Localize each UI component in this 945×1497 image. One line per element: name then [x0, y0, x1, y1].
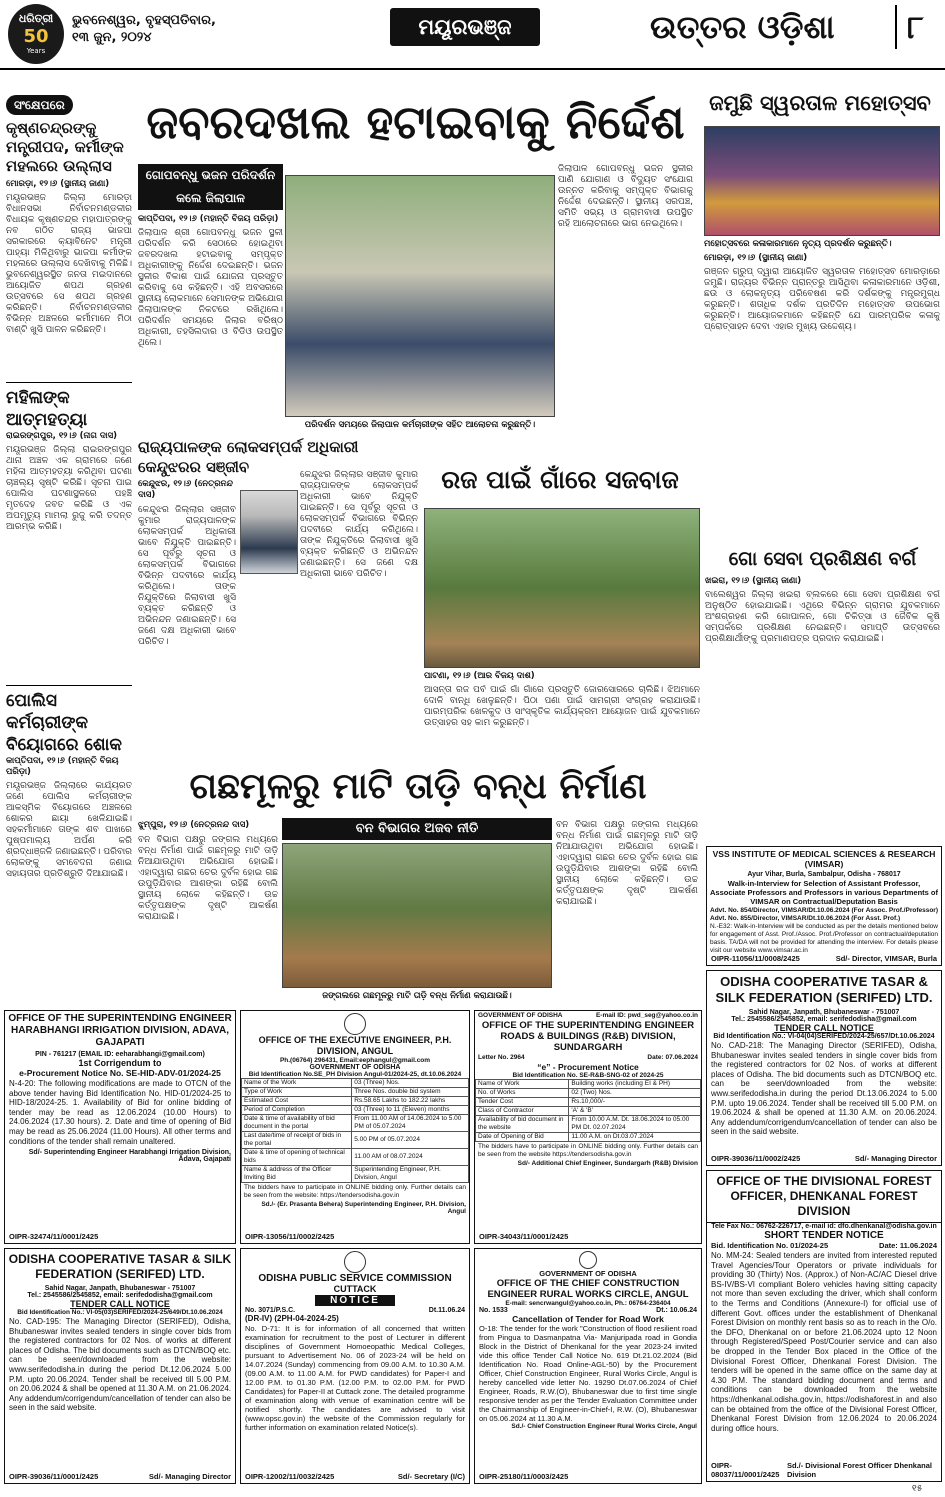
table-row [242, 1097, 469, 1106]
table-value-cell: 03 (Three) Nos. [352, 1079, 469, 1088]
brief-body: ମୟୂରଭଞ୍ଜ ଜିଲ୍ଲା ମୋରଡ଼ା ବିଧାନସଭା ନିର୍ବାଚନମଣ୍ଡଳୀର ବିଧାୟକ କୃଷ୍ଣଚନ୍ଦ୍ର ମହାପାତ୍ରଙ୍କୁ ନବ ଗଠିତ ରାଜ୍ୟ ଭାଜପା ସରକାରରେ କ୍ୟାବିନେଟ ମନ୍ତ୍ରୀ ପାହ୍ୟା ମିଳିଥିବାରୁ ଭାଜପା କର୍ମୀଙ୍କ ମହଲରେ ଉଲ୍ଲାସ ଦେଖିବାକୁ ମିଳିଛି। ଭୁବନେଶ୍ୱରସ୍ଥିତ ଜନତା ମଇଦାନରେ ଆୟୋଜିତ ଶପଥ ଗ୍ରହଣ ଉତ୍ସବରେ ସେ ଶପଥ ଗ୍ରହଣ କରିଛନ୍ତି। ନିର୍ବାଚନମଣ୍ଡଳୀର ବିଭିନ୍ନ ଅଞ୍ଚଳରେ କର୍ମୀମାନେ ମିଠା ବାଣ୍ଟି ଖୁସି ପାଳନ କରିଛନ୍ତି। [6, 193, 132, 335]
table-value-cell: Building works (including EI & PH) [569, 1080, 701, 1089]
festival-dateline: ମୋରଡ଼ା, ୧୨।୬ (ସ୍ଥାନୀୟ ଜାଣା) [704, 253, 808, 263]
lady-death-dateline: ରାଇରଙ୍ଗପୁର, ୧୨।୬ (ନାଗ ଦାସ) [6, 431, 118, 441]
ad-rb-sundargarh: GOVERNMENT OF ODISHA E-mail ID: pwd_seg@yahoo.co.in OFFICE OF THE SUPERINTENDING ENGINEER ROADS & BUILDINGS (R&B) DIVISION, SUNDARGARH Letter No. 2964 Date: 07.06.2024 “e” - Procurement Notice Bid Identification No. SE-R&B-SNG-02 of 2024-25 Name of Work Building works (including EI & PH) No. of Works 02 (Two) Nos. Tender Cost Rs.10,000/- Class of Contractor 'A' & 'B' Availability of bid document in the website From 10.00 A.M. Dt. 18.06.2024 to 05.00 PM Dt. 02.07.2024 Date of Opening of Bid 11.00 A.M. on Dt.03.07.2024 The bidders have to participate in ONLINE bidding only. Further details can be seen from the website https://tendersodisha.gov.in Sd/- Additional Chief Engineer, Sundargarh (R&B) Division OIPR-34043/11/0001/2425 [474, 1010, 702, 1244]
ad-harabhangi: OFFICE OF THE SUPERINTENDING ENGINEER HARABHANGI IRRIGATION DIVISION, ADAVA, GAJAPATI PIN - 761217 (EMAIL ID: eeharabhangi@gmail.com) 1st Corrigendum to e-Procurement Notice No. SE-HID-ADV-01/2024-25 N-4-20: The following modifications are made to OTCN of the above tender having Bid Identification No. HID-01/2024-25 to HID-18/2024-25. 1. Availability of Bid for online bidding of tender may be read as 12.06.2024 (10.00 Hours) to 24.06.2024 (17.30 hours). 2. Date and time of opening of Bid may be read as 25.06.2024 (11.00 Hours). All other terms and conditions of the tender shall remain unaltered. Sd/- Superintending Engineer Harabhangi Irrigation Division, Adava, Gajapati OIPR-32474/11/0001/2425 [4, 1010, 236, 1244]
table-label-cell: Period of Completion [242, 1106, 352, 1115]
police-grief-dateline: କାପ୍ତିପଦା, ୧୨।୬ (ମହାନ୍ତି ବିଜୟ ପରିଡ଼ା) [6, 756, 119, 777]
table-label-cell: Date & time of opening of technical bids [242, 1149, 352, 1166]
table-label-cell: Tender Cost [476, 1098, 569, 1107]
rb-sundargarh-table [475, 1079, 701, 1142]
table-label-cell: Estimated Cost [242, 1097, 352, 1106]
governor-body-continued: କେନ୍ଦୁଝର ଜିଲ୍ଲାର ସଞ୍ଜୀବ କୁମାର ରାଜ୍ୟପାଳଙ୍କ ଲୋକସମ୍ପର୍କ ଅଧିକାରୀ ଭାବେ ନିଯୁକ୍ତି ପାଇଛନ୍ତି। ସେ ପୂର୍ବରୁ ସୂଚନା ଓ ଲୋକସମ୍ପର୍କ ବିଭାଗରେ ବିଭିନ୍ନ ପଦବୀରେ କାର୍ଯ୍ୟ କରିଥିଲେ। ତାଙ୍କ ନିଯୁକ୍ତିରେ ଜିଲାବାସୀ ଖୁସି ବ୍ୟକ୍ତ କରିଛନ୍ତି ଓ ଅଭିନନ୍ଦନ ଜଣାଇଛନ୍ତି। ସେ ଜଣେ ଦକ୍ଷ ଅଧିକାରୀ ଭାବେ ପରିଚିତ। [300, 470, 418, 579]
table-row [476, 1089, 701, 1098]
ad-serifed-right: ODISHA COOPERATIVE TASAR & SILK FEDERATION (SERIFED) LTD. Sahid Nagar, Janpath, Bhubaneswar - 751007 Tel.: 2545586/2545852, email: serifedodisha@gmail.com TENDER CALL NOTICE Bid Identification No.: VI-04(04)SERIFED/2024-25/657/Dt.10.06.2024 No. CAD-218: The Managing Director (SERIFED), Odisha, Bhubaneswar invites sealed tenders in single cover bids from the registered contractors for 02 Nos. of works at different places of Odisha. The bid documents such as DTCN/BOQ etc. can be seen/downloaded from the website: www.serifedodisha.in during the period Dt.13.06.2024 to 5.00 P.M. upto 19.06.2024. Tender shall be received till 5.00 P.M. on 19.06.2024 & shall be opened at 11.30 A.M. on 20.06.2024. Any addendum/corrigendum/cancellation of tender can also be seen in the said website. OIPR-39036/11/0002/2425 Sd/- Managing Director [706, 970, 942, 1166]
table-row [242, 1149, 469, 1166]
table-label-cell: Date of Opening of Bid [476, 1133, 569, 1142]
brief-tag: ସଂକ୍ଷେପରେ [6, 95, 73, 115]
table-value-cell: 03 (Three) to 11 (Eleven) months [352, 1106, 469, 1115]
lead-headline: ଜବରଦଖଲ ହଟାଇବାକୁ ନିର୍ଦ୍ଦେଶ [146, 95, 685, 149]
dam-dateline: ଝୁମ୍ପୁରା, ୧୨।୬ (ନେତ୍ରନନ୍ଦ ଦାସ) [138, 820, 250, 830]
governor-body: କେନ୍ଦୁଝର ଜିଲ୍ଲାର ସଞ୍ଜୀବ କୁମାର ରାଜ୍ୟପାଳଙ୍କ ଲୋକସମ୍ପର୍କ ଅଧିକାରୀ ଭାବେ ନିଯୁକ୍ତି ପାଇଛନ୍ତି। ସେ ପୂର୍ବରୁ ସୂଚନା ଓ ଲୋକସମ୍ପର୍କ ବିଭାଗରେ ବିଭିନ୍ନ ପଦବୀରେ କାର୍ଯ୍ୟ କରିଥିଲେ। ତାଙ୍କ ନିଯୁକ୍ତିରେ ଜିଲାବାସୀ ଖୁସି ବ୍ୟକ୍ତ କରିଛନ୍ତି ଓ ଅଭିନନ୍ଦନ ଜଣାଇଛନ୍ତି। ସେ ଜଣେ ଦକ୍ଷ ଅଧିକାରୀ ଭାବେ ପରିଚିତ। [138, 505, 236, 647]
dam-headline: ଗଛମୂଳରୁ ମାଟି ତାଡ଼ି ବନ୍ଧ ନିର୍ମାଣ [189, 766, 647, 807]
table-row [242, 1079, 469, 1088]
table-label-cell: Availability of bid document in the website [476, 1116, 569, 1133]
table-value-cell: Superintending Engineer, P.H. Division, Angul [352, 1166, 469, 1183]
police-grief-body: ମୟୂରଭଞ୍ଜ ଜିଲ୍ଲାରେ କାର୍ଯ୍ୟରତ ଜଣେ ପୋଲିସ କର୍ମଚାରୀଙ୍କ ଆକସ୍ମିକ ବିୟୋଗରେ ଅଞ୍ଚଳରେ ଶୋକର ଛାୟା ଖେଳିଯାଇଛି। ସହକର୍ମୀମାନେ ତାଙ୍କ ଶବ ପାଖରେ ପୁଷ୍ପମାଲ୍ୟ ଅର୍ପଣ କରି ଶ୍ରଦ୍ଧାଞ୍ଜଳି ଜଣାଇଛନ୍ତି। ପରିବାର ଲୋକଙ୍କୁ ସମବେଦନା ଜଣାଇ ସହାୟତାର ପ୍ରତିଶ୍ରୁତି ଦିଆଯାଇଛି। [6, 781, 132, 879]
table-label-cell: Date & time of availability of bid document in the portal [242, 1115, 352, 1132]
table-row [242, 1106, 469, 1115]
table-row [242, 1088, 469, 1097]
governor-headline: ରାଜ୍ୟପାଳଙ୍କ ଲୋକସମ୍ପର୍କ ଅଧିକାରୀ କେନ୍ଦୁଝରର ସଞ୍ଜୀବ [138, 438, 359, 476]
region-title: ଉତ୍ତର ଓଡ଼ିଶା [650, 8, 835, 46]
table-row [476, 1098, 701, 1107]
anniversary-logo: ଧରିତ୍ରୀ 50 Years [8, 4, 64, 64]
section-label: ମୟୂରଭଞ୍ଜ [390, 8, 540, 46]
table-label-cell: Last date/time of receipt of bids in the portal [242, 1132, 352, 1149]
table-value-cell: Rs.10,000/- [569, 1098, 701, 1107]
brief-title: କୃଷ୍ଣଚନ୍ଦ୍ରଙ୍କୁ ମନ୍ତ୍ରୀପଦ, କର୍ମୀଙ୍କ ମହଲରେ ଉଲ୍ଲାସ [6, 119, 124, 175]
governor-dateline: କେନ୍ଦୁଝର, ୧୨।୬ (ନେତ୍ରନନ୍ଦ ଦାସ) [138, 479, 233, 500]
table-value-cell: 11.00 AM of 08.07.2024 [352, 1149, 469, 1166]
table-row [476, 1107, 701, 1116]
table-row [476, 1116, 701, 1133]
table-label-cell: No. of Works [476, 1089, 569, 1098]
brief-dateline: ମୋରଡ଼ା, ୧୨।୬ (ସ୍ଥାନୀୟ ଜାଣା) [6, 179, 110, 189]
ad-opsc: ODISHA PUBLIC SERVICE COMMISSION CUTTACK NOTICE No. 3071/P.S.C. Dt.11.06.24 (DR-IV) (2PH-04-2024-25) No. D-71: It is for information of all concerned that written examination for recruitment to the post of Lecturer in different disciplines of Government Homoeopathic Medical Colleges, pursuant to Advertisement No. 06 of 2023-24 will be held on 14.07.2024 (Sunday) commencing from 09.00 A.M. to 10.30 A.M. (09.00 A.M. to 11.00 A.M. for PWD candidates) for Paper-I and 12.00 P.M. to 01.30 P.M. (12.00 P.M. to 02.00 P.M. for PWD Candidates) for Paper-II at Cuttack zone. The detailed programme of examination along with venue of examination centre will be notified shortly. The candidates are advised to visit (www.opsc.gov.in) the website of the Commission regularly for further information on examination related Notice(s). OIPR-12002/11/0032/2425 Sd/- Secretary (I/C) [240, 1248, 470, 1484]
festival-caption: ମହୋତ୍ସବରେ କଳାକାରମାନେ ନୃତ୍ୟ ପ୍ରଦର୍ଶନ କରୁଛନ୍ତି। [704, 239, 892, 249]
swing-caption: ପାଟଣା, ୧୨।୬ (ଆର ବିଜୟ ଦାଶ) [424, 671, 535, 681]
table-value-cell: 'A' & 'B' [569, 1107, 701, 1116]
swing-photo [424, 508, 700, 668]
dam-kicker: ବନ ବିଭାଗର ଅଜବ ନୀତି [282, 818, 552, 840]
brief-column [6, 94, 132, 901]
lead-body: ଜିଲାପାଳ ଶ୍ରୀ ଗୋପବନ୍ଧୁ ଭଜନ ସ୍ଥଳୀ ପରିଦର୍ଶନ କରି ସେଠାରେ ହୋଇଥିବା ଜବରଦଖଲ ହଟାଇବାକୁ ସମ୍ପୃକ୍ତ ଅଧିକାରୀଙ୍କୁ ନିର୍ଦ୍ଦେଶ ଦେଇଛନ୍ତି। ଭଜନ ସ୍ଥଳୀର ବିକାଶ ପାଇଁ ଯୋଜନା ପ୍ରସ୍ତୁତ କରିବାକୁ ସେ କହିଛନ୍ତି। ଏହି ଅବସରରେ ସ୍ଥାନୀୟ ଲୋକମାନେ ସେମାନଙ୍କ ଅଭିଯୋଗ ଜିଲାପାଳଙ୍କ ନିକଟରେ ରଖିଥିଲେ। ପରିଦର୍ଶନ ସମୟରେ ଜିଲାର ବରିଷ୍ଠ ଅଧିକାରୀ, ତହସିଲଦାର ଓ ବିଡିଓ ଉପସ୍ଥିତ ଥିଲେ। [138, 228, 283, 348]
table-label-cell: Class of Contractor [476, 1107, 569, 1116]
festival-title: ଜମୁଛି ସ୍ୱରତାଳ ମହୋତ୍ସବ [709, 91, 931, 115]
table-value-cell: 02 (Two) Nos. [569, 1089, 701, 1098]
table-value-cell: 5.00 PM of 05.07.2024 [352, 1132, 469, 1149]
lead-photo [285, 175, 555, 417]
festival-photo [704, 126, 940, 236]
table-row [476, 1080, 701, 1089]
table-value-cell: Three Nos. double bid system [352, 1088, 469, 1097]
table-label-cell: Type of Work [242, 1088, 352, 1097]
masthead [0, 0, 945, 70]
dam-caption: ଜଙ୍ଗଲରେ ଗଛମୂଳରୁ ମାଟି ତାଡ଼ି ବନ୍ଧ ନିର୍ମାଣ କରାଯାଉଛି। [322, 991, 512, 1001]
cow-body: ବାଲେଶ୍ୱର ଜିଲ୍ଲା ଖଇରା ବ୍ଲକରେ ଗୋ ସେବା ପ୍ରଶିକ୍ଷଣ ବର୍ଗ ଅନୁଷ୍ଠିତ ହୋଇଯାଇଛି। ଏଥିରେ ବିଭିନ୍ନ ଗ୍ରାମର ଯୁବକମାନେ ଅଂଶଗ୍ରହଣ କରି ଗୋପାଳନ, ଗୋ ଚିକିତ୍ସା ଓ ଜୈବିକ କୃଷି ସମ୍ପର୍କରେ ପ୍ରଶିକ୍ଷଣ ନେଇଛନ୍ତି। ସମାପ୍ତି ଉତ୍ସବରେ ପ୍ରଶିକ୍ଷାର୍ଥୀଙ୍କୁ ପ୍ରମାଣପତ୍ର ପ୍ରଦାନ କରାଯାଇଛି। [705, 590, 940, 644]
police-grief-title: ପୋଲିସ କର୍ମଚାରୀଙ୍କ ବିୟୋଗରେ ଶୋକ [6, 685, 132, 756]
opsc-emblem-icon [344, 1251, 366, 1273]
lady-death-body: ମୟୂରଭଞ୍ଜ ଜିଲ୍ଲା ରାଇରଙ୍ଗପୁର ଥାନା ଅଞ୍ଚଳ ଏକ ଗ୍ରାମରେ ଜଣେ ମହିଳା ଆତ୍ମହତ୍ୟା କରିଥିବା ଘଟଣା ଚାଞ୍ଚଲ୍ୟ ସୃଷ୍ଟି କରିଛି। ସୂଚନା ପାଇ ପୋଲିସ ଘଟଣାସ୍ଥଳରେ ପହଞ୍ଚି ମୃତଦେହ ଜବତ କରିଛି ଓ ଏକ ଅପମୃତ୍ୟୁ ମାମଲା ରୁଜୁ କରି ତଦନ୍ତ ଆରମ୍ଭ କରିଛି। [6, 445, 132, 532]
ad-rural-works: GOVERNMENT OF ODISHA OFFICE OF THE CHIEF CONSTRUCTION ENGINEER RURAL WORKS CIRCLE, ANGUL E-mail: sencrwangul@yahoo.co.in, Ph.: 06764-236404 No. 1533 Dt.: 10.06.24 Cancellation of Tender for Road Work O-18: The tender for the work "Construction of flood resilient road from Pingua to Dasmanpatna Via- Manjuripada road in Gondia Block in the District of Dhenkanal for the year 2023-24 invited vide this office Tender Call Notice No. 619 Dt.21.02.2024 (Bid Identification No. Road Online-AGL-50) by the Procurement Officer, Chief Construction Engineer, Rural Works Circle, Angul is hereby cancelled vide letter No. 19290 Dt.07.06.2024 of Chief Engineer, Roads, R.W.(O), Bhubaneswar due to first time single responsive tender as per the Tender Evaluation Committee under the Chairmanship of Engineer-in-Chief-I, R.W. (O), Bhubaneswar on 05.06.2024 at 11.30 A.M. Sd./- Chief Construction Engineer Rural Works Circle, Angul OIPR-25180/11/0003/2425 [474, 1248, 702, 1484]
dateline: ଭୁବନେଶ୍ୱର, ବୃହସ୍ପତିବାର, ୧୩ ଜୁନ, ୨୦୨୪ [72, 13, 216, 45]
table-value-cell: From 10.00 A.M. Dt. 18.06.2024 to 05.00 PM Dt. 02.07.2024 [569, 1116, 701, 1133]
swing-body: ଆସନ୍ତା ରଜ ପର୍ବ ପାଇଁ ଗାଁ ଗାଁରେ ପ୍ରସ୍ତୁତି ଜୋରସୋରରେ ଚାଲିଛି। ଝିଅମାନେ ଦୋଳି ବାନ୍ଧି ଖେଳୁଛନ୍ତି। ପିଠା ପଣା ପାଇଁ ସାମଗ୍ରୀ ସଂଗ୍ରହ କରାଯାଉଛି। ପାରମ୍ପରିକ ଖେଳକୁଦ ଓ ସାଂସ୍କୃତିକ କାର୍ଯ୍ୟକ୍ରମ ଆୟୋଜନ ପାଇଁ ଯୁବକମାନେ ଉତ୍ସାହର ସହ କାମ କରୁଛନ୍ତି। [424, 685, 700, 728]
dam-body-continued: ବନ ବିଭାଗ ପକ୍ଷରୁ ଜଙ୍ଗଲ ମଧ୍ୟରେ ବନ୍ଧ ନିର୍ମାଣ ପାଇଁ ଗଛମୂଳରୁ ମାଟି ତାଡ଼ି ନିଆଯାଉଥିବା ଅଭିଯୋଗ ହୋଇଛି। ଏହାଦ୍ୱାରା ଗଛର ଚେର ଦୁର୍ବଳ ହୋଇ ଗଛ ଉପୁଡ଼ିଯିବାର ଆଶଙ୍କା ରହିଛି ବୋଲି ସ୍ଥାନୀୟ ଲୋକେ କହିଛନ୍ତି। ଉଚ୍ଚ କର୍ତ୍ତୃପକ୍ଷଙ୍କ ଦୃଷ୍ଟି ଆକର୍ଷଣ କରାଯାଇଛି। [556, 820, 698, 907]
lead-kicker: ଗୋପବନ୍ଧୁ ଭଜନ ପରିଦର୍ଶନ କଲେ ଜିଲାପାଳ [138, 164, 283, 210]
lead-photo-caption: ପରିଦର୍ଶନ ସମୟରେ ଜିଲାପାଳ କର୍ମଚାରୀଙ୍କ ସହିତ ଆଲୋଚନା କରୁଛନ୍ତି। [304, 420, 536, 430]
footer-page-code: ୧୫ [912, 1484, 923, 1494]
lead-dateline: କାପ୍ତିପଦା, ୧୨।୬ (ମହାନ୍ତି ବିଜୟ ପରିଡ଼ା) [138, 214, 279, 224]
ph-angul-table [241, 1078, 469, 1183]
dam-body: ବନ ବିଭାଗ ପକ୍ଷରୁ ଜଙ୍ଗଲ ମଧ୍ୟରେ ବନ୍ଧ ନିର୍ମାଣ ପାଇଁ ଗଛମୂଳରୁ ମାଟି ତାଡ଼ି ନିଆଯାଉଥିବା ଅଭିଯୋଗ ହୋଇଛି। ଏହାଦ୍ୱାରା ଗଛର ଚେର ଦୁର୍ବଳ ହୋଇ ଗଛ ଉପୁଡ଼ିଯିବାର ଆଶଙ୍କା ରହିଛି ବୋଲି ସ୍ଥାନୀୟ ଲୋକେ କହିଛନ୍ତି। ଉଚ୍ଚ କର୍ତ୍ତୃପକ୍ଷଙ୍କ ଦୃଷ୍ଟି ଆକର୍ଷଣ କରାଯାଇଛି। [138, 835, 278, 922]
table-row [242, 1132, 469, 1149]
lead-continuation: ଜିଲାପାଳ ଗୋପବନ୍ଧୁ ଭଜନ ସ୍ଥଳୀର ପାଣି ଯୋଗାଣ ଓ ବିଦ୍ୟୁତ ସଂଯୋଗ ଉନ୍ନତ କରିବାକୁ ସମ୍ପୃକ୍ତ ବିଭାଗକୁ ନିର୍ଦ୍ଦେଶ ଦେଇଛନ୍ତି। ସ୍ଥାନୀୟ ସରପଞ୍ଚ, ସମିତି ସଭ୍ୟ ଓ ଗ୍ରାମବାସୀ ଉପସ୍ଥିତ ରହି ଆଲୋଚନାରେ ଭାଗ ନେଇଥିଲେ। [558, 164, 693, 229]
table-row [242, 1166, 469, 1183]
table-label-cell: Name of Work [476, 1080, 569, 1089]
page-number: ୮ [895, 5, 940, 49]
table-value-cell: 11.00 A.M. on Dt.03.07.2024 [569, 1133, 701, 1142]
table-value-cell: From 11.00 AM of 14.06.2024 to 5.00 PM of 05.07.2024 [352, 1115, 469, 1132]
registration-dots-left [150, 1488, 182, 1497]
dam-photo [282, 843, 552, 988]
ad-serifed-left: ODISHA COOPERATIVE TASAR & SILK FEDERATION (SERIFED) LTD. Sahid Nagar, Janpath, Bhubaneswar - 751007 Tel.: 2545586/2545852, email: serifedodisha@gmail.com TENDER CALL NOTICE Bid Identification No.: VI-05(03)SERIFED/2024-25/649/Dt.10.06.2024 No. CAD-195: The Managing Director (SERIFED), Odisha, Bhubaneswar invites sealed tenders in single cover bids from the registered contractors for 02 Nos. of works at different places of Odisha. The bid documents such as DTCN/BOQ etc. can be seen/downloaded from the website: www.serifedodisha.in during the period Dt.12.06.2024 5.00 P.M. upto 20.06.2024. Tender shall be received till 5.00 P.M. on 20.06.2024 & shall be opened at 11.30 A.M. on 21.06.2024. Any addendum/corrigendum/cancellation of tender can also be seen in the said website. OIPR-39036/11/0001/2425 Sd/- Managing Director [4, 1248, 236, 1484]
table-label-cell: Name of the Work [242, 1079, 352, 1088]
emblem-icon [344, 1013, 366, 1035]
cow-title: ଗୋ ସେବା ପ୍ରଶିକ୍ଷଣ ବର୍ଗ [728, 548, 917, 570]
cow-dateline: ଖଇରା, ୧୨।୬ (ସ୍ଥାନୀୟ ଜାଣା) [705, 576, 802, 586]
table-value-cell: Rs.58.65 Lakhs to 182.22 lakhs [352, 1097, 469, 1106]
governor-portrait [240, 490, 298, 574]
swing-headline: ରଜ ପାଇଁ ଗାଁରେ ସଜବାଜ [441, 465, 679, 494]
festival-body: ରଞ୍ଜନ ଗ୍ରୁପ୍ ଦ୍ୱାରା ଆୟୋଜିତ ସ୍ୱରତାଳ ମହୋତ୍ସବ ମୋରଡ଼ାରେ ଜମୁଛି। ରାଜ୍ୟର ବିଭିନ୍ନ ପ୍ରାନ୍ତରୁ ଆସିଥିବା କଳାକାରମାନେ ଓଡ଼ିଶୀ, ଛଉ ଓ ଲୋକନୃତ୍ୟ ପରିବେଷଣ କରି ଦର୍ଶକଙ୍କୁ ମନ୍ତ୍ରମୁଗ୍ଧ କରୁଛନ୍ତି। ଶତାଧିକ ଦର୍ଶକ ପ୍ରତିଦିନ ମହୋତ୍ସବ ଉପଭୋଗ କରୁଛନ୍ତି। ଆୟୋଜକମାନେ କହିଛନ୍ତି ଯେ ପାରମ୍ପରିକ କଳାକୁ ପ୍ରୋତ୍ସାହନ ଦେବା ଏହାର ମୁଖ୍ୟ ଉଦ୍ଦେଶ୍ୟ। [704, 267, 940, 332]
ad-dfo: OFFICE OF THE DIVISIONAL FOREST OFFICER, DHENKANAL FOREST DIVISION Tele Fax No.: 06762-226717, e-mail id: dfo.dhenkanal@odisha.gov.in SHORT TENDER NOTICE Bid. Identification No. 01/2024-25 Date: 11.06.2024 No. MM-24: Sealed tenders are invited from interested reputed Travel Agencies/Tour Operators or private individuals for providing 30 (Thirty) Nos. (Approx.) of Non-AC/AC Diesel drive BS-IV/BS-VI compliant Bolero vehicles having sitting capacity not more than seven excluding the driver, which shall conform to the Terms and Conditions (Annexure-I) for official use of different Govt. offices under the establishment of Dhenkanal Forest Division on monthly rent basis so as to reach in the O/o. the DFO, Dhenkanal on or before 21.06.2024 upto 12 Noon through Registered/Speed Post/Courier service and can also be dropped in the Tender Box placed in the Office of the Divisional Forest Officer, Dhenkanal Forest Division. The tenders will be opened in the same office on the same day at 4.30 P.M. The standard bidding document and terms and conditions can be downloaded from the website https://dhenkanal.odisha.gov.in, https://odishaforest.in and also can be obtained from the office of the Divisional Forest Officer, Dhenkanal Forest Division from 12.06.2024 to 20.06.2024 during office hours. OIPR-08037/11/0001/2425 Sd./- Divisional Forest Officer Dhenkanal Division [706, 1170, 942, 1482]
ad-vimsar: VSS INSTITUTE OF MEDICAL SCIENCES & RESEARCH (VIMSAR) Ayur Vihar, Burla, Sambalpur, Odisha - 768017 Walk-in-Interview for Selection of Assistant Professor, Associate Professors and Professors in various Departments of VIMSAR on Contractual/Deputation Basis Advt. No. 854/Director, VIMSAR/Dt.10.06.2024 (For Assoc. Prof./Professor) Advt. No. 855/Director, VIMSAR/Dt.10.06.2024 (For Asst. Prof.) N.-E32: Walk-in-Interview will be conducted as per the details mentioned below for engagement of Asst. Prof./Assoc. Prof./Professor on contractual/deputation basis. TA/DA will not be provided for attending the interview. For details please visit our website www.vimsar.ac.in OIPR-11056/11/0008/2425 Sd/- Director, VIMSAR, Burla [706, 846, 942, 966]
registration-dots-right [760, 1488, 792, 1497]
table-label-cell: Name & address of the Officer Inviting Bid [242, 1166, 352, 1183]
table-row [242, 1115, 469, 1132]
ad-ph-angul: OFFICE OF THE EXECUTIVE ENGINEER, P.H. DIVISION, ANGUL Ph.(06764) 296431, Email:eephangul@gmail.com GOVERNMENT OF ODISHA Bid Identification No.SE_PH Division Angul-01/2024-25, dt.10.06.2024 Name of the Work 03 (Three) Nos. Type of Work Three Nos. double bid system Estimated Cost Rs.58.65 Lakhs to 182.22 lakhs Period of Completion 03 (Three) to 11 (Eleven) months Date & time of availability of bid document in the portal From 11.00 AM of 14.06.2024 to 5.00 PM of 05.07.2024 Last date/time of receipt of bids in the portal 5.00 PM of 05.07.2024 Date & time of opening of technical bids 11.00 AM of 08.07.2024 Name & address of the Officer Inviting Bid Superintending Engineer, P.H. Division, Angul The bidders have to participate in ONLINE bidding only. Further details can be seen from the website: https://tendersodisha.gov.in Sd./- (Er. Prasanta Behera) Superintending Engineer, P.H. Division, Angul OIPR-13056/11/0002/2425 [240, 1010, 470, 1244]
lady-death-title: ମହିଳାଙ୍କ ଆତ୍ମହତ୍ୟା [6, 382, 132, 431]
rural-emblem-icon [579, 1251, 597, 1269]
table-row [476, 1133, 701, 1142]
